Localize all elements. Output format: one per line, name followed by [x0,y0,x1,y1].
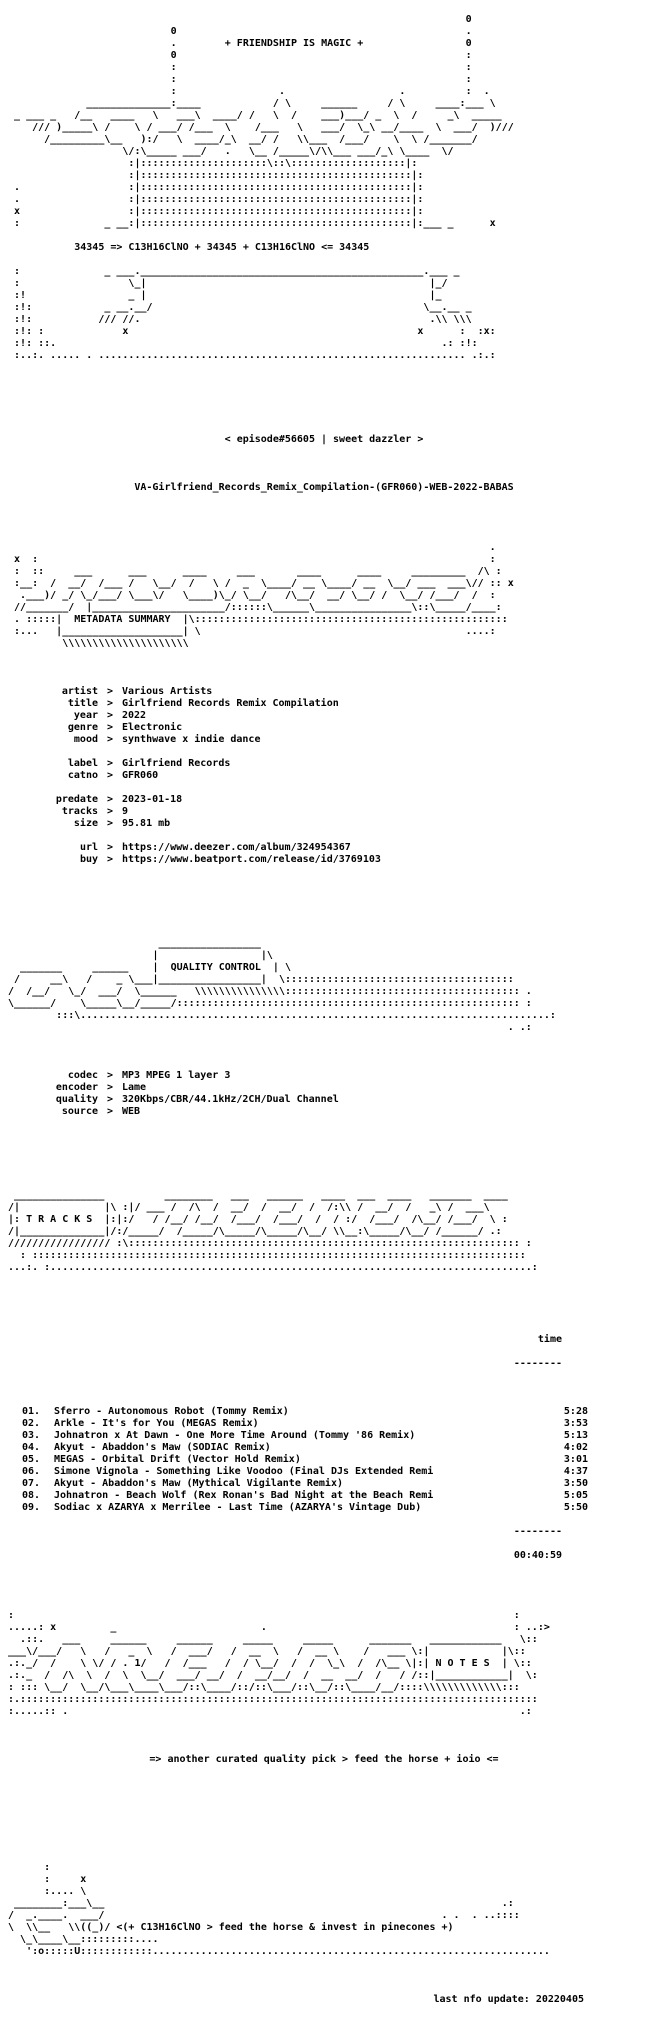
field-row [2,722,646,734]
field-key: url [79,842,98,853]
field-row [2,770,646,782]
track-row [2,1454,646,1466]
field-row [2,830,646,842]
field-separator: > [106,1082,114,1093]
field-row [2,758,646,770]
field-key: size [73,818,98,829]
header-ascii-art: 0 0 . . + FRIENDSHIP IS MAGIC + 0 0 : : : : : : . . : . ______________:____ / \ ______ / \ ____:___ \ _ ___ _ /__ ____ \ ___\ ____/ / \ / ___)___/ _ \ / _\ _____ /// )_____\ / \ / ___/ /___ \ /___ \ ___/ \_\ __/____ \ ___/ )/// /_________\__ ):/ \ ____/_\ __/ / \\___ /___/ \ \ /_______/ \/:\_____ ___/ . \__ /_____\/\\___ ___/_\ \____ \/ :|:::::::::::::::::::::\::\:::::::::::::::::::|: :|:::::::::::::::::::::::::::::::::::::::::::::|: . :|:::::::::::::::::::::::::::::::::::::::::::::|: . :|:::::::::::::::::::::::::::::::::::::::::::::|: x :|:::::::::::::::::::::::::::::::::::::::::::::|: : _ __:|:::::::::::::::::::::::::::::::::::::::::::::|:___ _ x [14,14,514,229]
tracks-total-time: 00:40:59 [513,1550,562,1561]
field-value: 2023-01-18 [122,794,183,805]
field-value: Girlfriend Records Remix Compilation [122,698,339,709]
field-row [2,782,646,794]
field-row [2,818,646,830]
formula-text: 34345 => C13H16ClNO + 34345 + C13H16ClNO <= 34345 [74,242,370,253]
track-duration: 4:02 [563,1442,588,1453]
field-separator: > [106,758,114,769]
field-separator: > [106,686,114,697]
field-separator: > [106,722,114,733]
bridge-ascii-art: : _ ___._______________________________________________.___ _ : \_| |_/ :! _ | |_ :!: _ __.__/ \__.__ _ :!: /// //. .\\ \\\ :!: : x x : :x: :!: ::. .: :!: :..:. ..... . ............................................................. .:.: [14,266,496,361]
field-value: https://www.beatport.com/release/id/3769103 [122,854,381,865]
field-row [2,686,646,698]
field-row [2,746,646,758]
metadata-fields [2,686,646,866]
field-value: Lame [122,1082,147,1093]
tracks-footer-rule: -------- [513,1526,562,1537]
field-row [2,698,646,710]
field-separator: > [106,1070,114,1081]
field-key: source [61,1106,98,1117]
track-row [2,1430,646,1442]
notes-ascii-art: : : .....: x _ . : ..:> .::. ___ ______ ______ _____ _____ _______ ____________ \:: ___\/___/ \ / _ \ / ___/ / __ \ / __ \ / ___ \:| |\:: .:._/ / \ \/ / . 1/ / /___ / / \__/ / / \_\ / /\__ \|:| N O T E S | \:: .:._ / /\ \ / \ \__/ ___/ __/ / __/__/ / __ __/ / / /::|____________| \: : ::: \__/ \__/\___\____\___/::\____/::/::\___/::\__/::\____/__/::::\\\\\\\\\\\\\::: :.:::::::::::::::::::::::::::::::::::::::::::::::::::::::::::::::::::::::::::::::::::::: :.....:: . .: [8,1610,550,1717]
track-number: 08. [22,1490,41,1501]
track-duration: 3:01 [563,1454,588,1465]
track-number: 05. [22,1454,41,1465]
field-row [2,1094,646,1106]
field-value: https://www.deezer.com/album/324954367 [122,842,351,853]
track-duration: 5:13 [563,1430,588,1441]
field-separator: > [106,854,114,865]
track-title: Arkle - It's for You (MEGAS Remix) [54,1418,259,1429]
track-title: Sodiac x AZARYA x Merrilee - Last Time (AZARYA's Vintage Dub) [54,1502,422,1513]
track-number: 01. [22,1406,41,1417]
field-separator: > [106,770,114,781]
track-duration: 4:37 [563,1466,588,1477]
metadata-ascii-art: . x : : : :: ___ ___ ____ ___ ____ ____ _________ /\ : :__: / __/ /___ / \__/ / \ / _ \____/ __ \____/ __ \__/ ___ ___\// :: x .___)/ _/ \_/___/ \___\/ \____)\_/ \__/ /\__/ __/ \__/ / \__/ /___/ / : //_______/ |______________________/::::::\______\________________\::\_____/____: . :::::| METADATA SUMMARY |\:::::::::::::::::::::::::::::::::::::::::::::::::::: :... |____________________| \ ....: \\\\\\\\\\\\\\\\\\\\\ [14,542,514,649]
tracks-header-rule: -------- [513,1358,562,1369]
field-separator: > [106,1106,114,1117]
track-number: 04. [22,1442,41,1453]
track-duration: 5:05 [563,1490,588,1501]
field-separator: > [106,806,114,817]
track-list [2,1406,646,1514]
footer-ascii-art: : : x :.... \ ________:___\__ .: / _.____. ___/ . . . ..:::: \ \\__ \\((_)/ <(+ C13H16ClNO > feed the horse & invest in pinecones +) \_\____\__:::::::::.... ':o:::::U::::::::::::.................................................................. [8,1862,550,1957]
field-row [2,794,646,806]
track-title: Akyut - Abaddon's Maw (SODIAC Remix) [54,1442,271,1453]
field-row [2,1070,646,1082]
tracks-ascii-art: _______________ ________ ___ ______ ____ ___ ____ _______ ____ /| |\ :|/ ___ / /\ / __/ / __/ / /:\\ / __/ / _\ / ___\ |: T R A C K S |:|:/ / /__/ /__/ /___/ /___/ / / :/ /___/ /\__/ /___/ \ : /|______________|/:/_____/ /_____/\_____/\_____/\__/ \\__:\_____/\__/ /______/ .: ///////////////// :\::::::::::::::::::::::::::::::::::::::::::::::::::::::::::::::::: : : :::::::::::::::::::::::::::::::::::::::::::::::::::::::::::::::::::::::::::::::::: ...:. :................................................................................: [8,1190,538,1273]
field-key: quality [55,1094,98,1105]
field-value: Electronic [122,722,183,733]
field-row [2,854,646,866]
field-row [2,842,646,854]
field-key: genre [67,722,98,733]
track-number: 09. [22,1502,41,1513]
track-number: 03. [22,1430,41,1441]
track-duration: 3:53 [563,1418,588,1429]
tracks-time-header: time [537,1334,562,1345]
track-title: Simone Vignola - Something Like Voodoo (Final DJs Extended Remi [54,1466,434,1477]
field-key: artist [61,686,98,697]
field-value: 9 [122,806,129,817]
field-key: title [67,698,98,709]
field-value: synthwave x indie dance [122,734,261,745]
field-key: encoder [55,1082,98,1093]
field-value: GFR060 [122,770,159,781]
field-separator: > [106,710,114,721]
track-row [2,1418,646,1430]
formula-line [2,242,646,254]
field-key: mood [73,734,98,745]
track-title: Johnatron - Beach Wolf (Rex Ronan's Bad Night at the Beach Remi [54,1490,434,1501]
field-separator: > [106,1094,114,1105]
field-value: Girlfriend Records [122,758,231,769]
track-title: MEGAS - Orbital Drift (Vector Hold Remix) [54,1454,301,1465]
field-key: catno [67,770,98,781]
field-value: WEB [122,1106,141,1117]
track-row [2,1406,646,1418]
field-row [2,734,646,746]
track-duration: 5:50 [563,1502,588,1513]
quality-ascii-art: _________________ | |\ _______ ______ | QUALITY CONTROL | \ / __\ / _ \___|_________________| \:::::::::::::::::::::::::::::::::::::: / /__/ \_/ ___/ \______ \\\\\\\\\\\\\\\::::::::::::::::::::::::::::::::::::::: . \______/ \_____\__/_____/::::::::::::::::::::::::::::::::::::::::::::::::::::::::: : :::\..............................................................................: . .: [8,938,556,1033]
field-separator: > [106,818,114,829]
field-key: buy [79,854,98,865]
notes-text: => another curated quality pick > feed the horse + ioio <= [149,1754,499,1765]
nfo-document [2,2,646,2005]
track-row [2,1490,646,1502]
track-number: 06. [22,1466,41,1477]
track-number: 07. [22,1478,41,1489]
field-row [2,710,646,722]
track-number: 02. [22,1418,41,1429]
field-value: Various Artists [122,686,213,697]
track-row [2,1502,646,1514]
field-row [2,806,646,818]
track-title: Sferro - Autonomous Robot (Tommy Remix) [54,1406,289,1417]
episode-line: < episode#56605 | sweet dazzler > [224,434,424,445]
field-separator: > [106,698,114,709]
field-value: 2022 [122,710,147,721]
track-title: Akyut - Abaddon's Maw (Mythical Vigilante Remix) [54,1478,343,1489]
field-separator: > [106,794,114,805]
field-value: 320Kbps/CBR/44.1kHz/2CH/Dual Channel [122,1094,339,1105]
last-update: last nfo update: 20220405 [433,1994,584,2005]
track-duration: 3:50 [563,1478,588,1489]
field-key: predate [55,794,98,805]
track-title: Johnatron x At Dawn - One More Time Around (Tommy '86 Remix) [54,1430,416,1441]
field-key: codec [67,1070,98,1081]
field-value: 95.81 mb [122,818,171,829]
quality-fields [2,1070,646,1118]
field-separator: > [106,734,114,745]
field-value: MP3 MPEG 1 layer 3 [122,1070,231,1081]
field-separator: > [106,842,114,853]
track-row [2,1478,646,1490]
field-row [2,1106,646,1118]
field-key: label [67,758,98,769]
field-key: tracks [61,806,98,817]
track-row [2,1466,646,1478]
release-name: VA-Girlfriend_Records_Remix_Compilation-(GFR060)-WEB-2022-BABAS [134,482,514,493]
track-row [2,1442,646,1454]
field-key: year [73,710,98,721]
track-duration: 5:28 [563,1406,588,1417]
field-row [2,1082,646,1094]
